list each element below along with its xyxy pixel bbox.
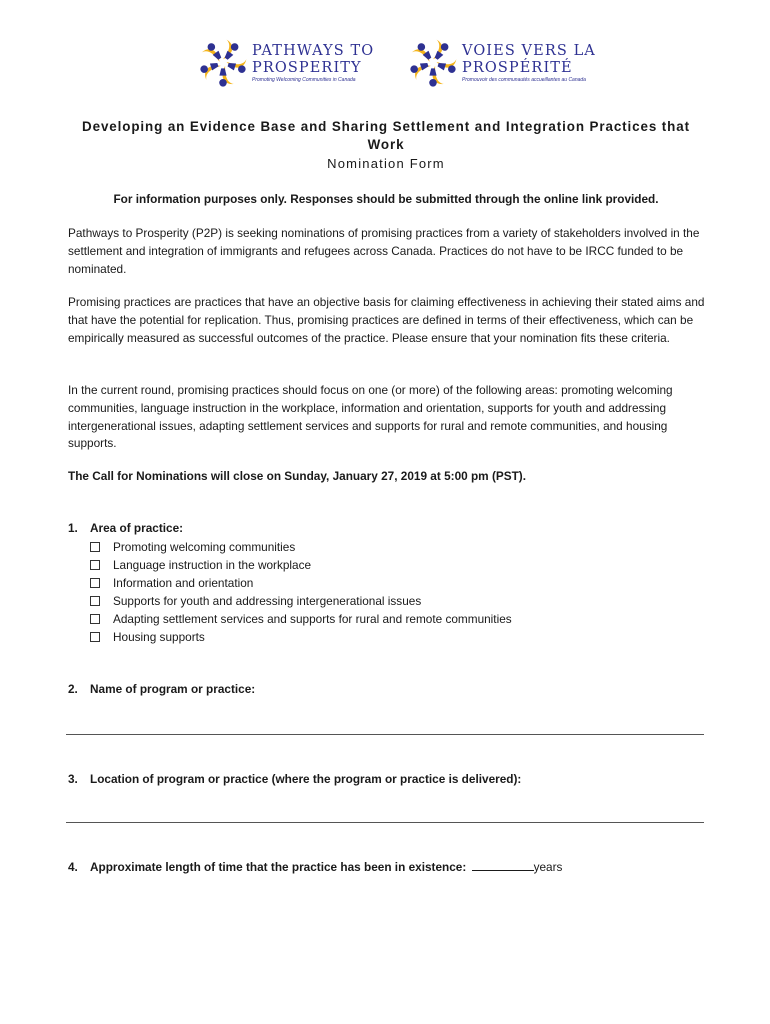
- option-label: Information and orientation: [113, 576, 254, 590]
- question-label: Approximate length of time that the practice has been in existence:: [90, 860, 467, 874]
- document-subtitle: Nomination Form: [327, 156, 445, 171]
- option-label: Supports for youth and addressing intergenerational issues: [113, 594, 422, 608]
- question-area-of-practice: [68, 520, 728, 537]
- question-practice-duration: [68, 859, 728, 876]
- years-unit: years: [533, 860, 563, 874]
- checkbox[interactable]: [90, 560, 100, 570]
- option-language-instruction[interactable]: [90, 556, 512, 574]
- question-number: 2.: [68, 682, 78, 696]
- logo-text: [462, 43, 596, 84]
- question-number: 3.: [68, 772, 78, 786]
- question-label: Location of program or practice (where the program or practice is delivered):: [90, 772, 522, 786]
- checkbox[interactable]: [90, 542, 100, 552]
- question-number: 4.: [68, 860, 78, 874]
- option-label: Adapting settlement services and supports for rural and remote communities: [113, 612, 512, 626]
- logo-text: [252, 43, 374, 84]
- p2p-logo-icon: [196, 36, 250, 90]
- logo-tagline: Promouvoir des communautés accueillantes au Canada: [462, 76, 586, 83]
- logo-line-2: PROSPERITY: [252, 59, 362, 76]
- logo-line-1: VOIES VERS LA: [462, 42, 596, 59]
- logo-line-1: PATHWAYS TO: [252, 42, 375, 59]
- option-information-orientation[interactable]: [90, 574, 512, 592]
- logo-voies-vers-la-prosperite: [406, 34, 596, 92]
- document-title: Developing an Evidence Base and Sharing Settlement and Integration Practices that Work: [82, 119, 690, 152]
- question-number: 1.: [68, 521, 78, 535]
- option-rural-remote[interactable]: [90, 610, 512, 628]
- area-of-practice-options: [90, 538, 512, 646]
- deadline-paragraph: The Call for Nominations will close on Sunday, January 27, 2019 at 5:00 pm (PST).: [68, 469, 527, 483]
- years-blank-field[interactable]: [472, 859, 534, 871]
- program-location-answer-line[interactable]: [66, 822, 704, 823]
- p2p-logo-icon: [406, 36, 460, 90]
- option-label: Language instruction in the workplace: [113, 558, 312, 572]
- option-housing-supports[interactable]: [90, 628, 512, 646]
- option-label: Housing supports: [113, 630, 205, 644]
- logo-line-2: PROSPÉRITÉ: [462, 59, 573, 76]
- focus-paragraph: In the current round, promising practices should focus on one (or more) of the following areas: promoting welcoming communities, language instruction in the workplace, information and orientation, supports for youth and addressing intergenerational issues, adapting settlement services and supports for rural and remote communities, and housing supports.: [68, 383, 673, 451]
- option-youth-supports[interactable]: [90, 592, 512, 610]
- logo-pathways-to-prosperity: [196, 34, 374, 92]
- checkbox[interactable]: [90, 632, 100, 642]
- definition-paragraph: Promising practices are practices that have an objective basis for claiming effectiveness in achieving their stated aims and that have the potential for replication. Thus, promising practices are defined in terms of their effectiveness, which can be empirically measured as successful outcomes of the practice. Please ensure that your nomination fits these criteria.: [68, 295, 705, 345]
- intro-paragraph: Pathways to Prosperity (P2P) is seeking nominations of promising practices from a variety of stakeholders involved in the settlement and integration of immigrants and refugees across Canada. Practices do not have to be IRCC funded to be nominated.: [68, 226, 700, 276]
- logo-tagline: Promoting Welcoming Communities in Canada: [252, 76, 356, 83]
- option-welcoming-communities[interactable]: [90, 538, 512, 556]
- checkbox[interactable]: [90, 578, 100, 588]
- checkbox[interactable]: [90, 614, 100, 624]
- question-program-name: [68, 681, 728, 698]
- program-name-answer-line[interactable]: [66, 734, 704, 735]
- question-program-location: [68, 771, 728, 788]
- checkbox[interactable]: [90, 596, 100, 606]
- question-label: Area of practice:: [90, 521, 184, 535]
- question-label: Name of program or practice:: [90, 682, 256, 696]
- option-label: Promoting welcoming communities: [113, 540, 296, 554]
- information-notice: For information purposes only. Responses should be submitted through the online link provided.: [113, 192, 659, 206]
